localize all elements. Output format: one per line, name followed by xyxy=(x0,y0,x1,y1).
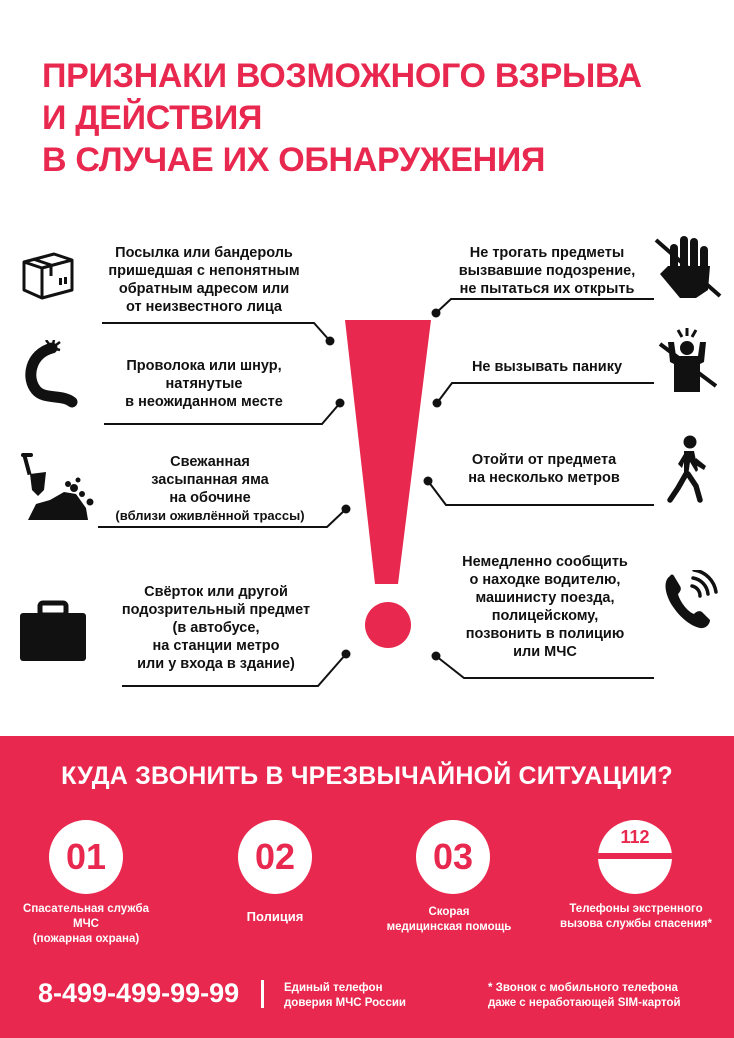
service-label-line: медицинская помощь xyxy=(386,921,512,933)
service-number-112-label: 112 xyxy=(620,827,650,847)
service-label-line: Полиция xyxy=(246,909,304,924)
connector-dot-1 xyxy=(326,337,335,346)
parcel-box-icon xyxy=(20,246,76,307)
briefcase-icon xyxy=(18,600,88,669)
action-no-touch xyxy=(444,244,650,298)
footnote xyxy=(488,981,681,1011)
service-label-line: Телефоны экстренного xyxy=(569,903,703,915)
service-number-01: 01 xyxy=(49,820,123,894)
footnote-line: * Звонок с мобильного телефона xyxy=(488,982,678,994)
sign-package-line: подозрительный предмет xyxy=(121,602,311,618)
sign-parcel-line: пришедшая с непонятным xyxy=(108,263,300,279)
service-label-line: (пожарная охрана) xyxy=(32,933,140,945)
connector-dot-3 xyxy=(342,505,351,514)
sign-package-line: Свёрток или другой xyxy=(144,584,288,600)
service-label-112 xyxy=(546,902,726,932)
hotline-label-line: доверия МЧС России xyxy=(284,997,406,1009)
exclamation-dot xyxy=(365,602,411,648)
action-no-touch-line: вызвавшие подозрение, xyxy=(458,263,636,279)
connector-line-6 xyxy=(437,383,654,403)
action-no-touch-line: не пытаться их открыть xyxy=(459,281,635,297)
wire-cable-icon xyxy=(22,340,80,413)
action-no-panic xyxy=(444,358,650,376)
action-no-touch-line: Не трогать предметы xyxy=(469,245,625,261)
action-no-panic-line: Не вызывать панику xyxy=(471,359,623,375)
connector-dot-7 xyxy=(424,477,433,486)
service-label-line: Спасательная служба xyxy=(23,903,149,915)
title-line-1: ПРИЗНАКИ ВОЗМОЖНОГО ВЗРЫВА xyxy=(42,57,642,95)
connector-dot-2 xyxy=(336,399,345,408)
action-report-line: о находке водителю, xyxy=(469,572,621,588)
sign-pit-line: (вблизи оживлённой трассы) xyxy=(115,508,305,523)
service-number-03: 03 xyxy=(416,820,490,894)
sign-pit-line: Свежанная xyxy=(170,454,250,470)
action-move-away-line: Отойти от предмета xyxy=(471,452,617,468)
sign-parcel-line: обратным адресом или xyxy=(118,281,290,297)
phone-call-icon xyxy=(662,570,718,635)
action-report-line: Немедленно сообщить xyxy=(462,554,628,570)
sign-pit-line: засыпанная яма xyxy=(151,472,269,488)
action-report xyxy=(444,553,646,661)
divider xyxy=(261,980,264,1008)
sign-pit xyxy=(104,453,316,525)
hotline-label-line: Единый телефон xyxy=(284,982,383,994)
service-label-line: Скорая xyxy=(428,906,470,918)
action-report-line: полицейскому, xyxy=(491,608,599,624)
sign-wire-line: Проволока или шнур, xyxy=(126,358,282,374)
sign-parcel-line: Посылка или бандероль xyxy=(115,245,293,261)
action-report-line: или МЧС xyxy=(513,644,577,660)
sign-wire-line: в неожиданном месте xyxy=(125,394,283,410)
title-line-2: И ДЕЙСТВИЯ xyxy=(42,99,263,137)
sign-wire-line: натянутые xyxy=(165,376,243,392)
service-label-03 xyxy=(379,905,519,935)
hotline-label xyxy=(284,981,406,1011)
service-number-112-stripe xyxy=(598,853,672,859)
title-line-3: В СЛУЧАЕ ИХ ОБНАРУЖЕНИЯ xyxy=(42,141,546,179)
service-number-112 xyxy=(598,820,672,894)
sign-package-line: или у входа в здание) xyxy=(137,656,295,672)
no-panic-icon xyxy=(654,328,720,401)
sign-package-line: на станции метро xyxy=(152,638,280,654)
service-label-02 xyxy=(205,909,345,924)
service-number-02: 02 xyxy=(238,820,312,894)
connector-line-5 xyxy=(436,299,654,313)
sign-parcel-line: от неизвестного лица xyxy=(126,299,282,315)
service-label-line: вызова службы спасения* xyxy=(560,918,712,930)
walking-person-icon xyxy=(666,434,710,509)
sign-package xyxy=(112,583,320,673)
exclamation-bar xyxy=(345,320,431,584)
sign-wire xyxy=(104,357,304,411)
connector-dot-6 xyxy=(433,399,442,408)
service-label-01 xyxy=(16,902,156,947)
sign-parcel xyxy=(104,244,304,316)
action-move-away-line: на несколько метров xyxy=(468,470,620,486)
action-report-line: машинисту поезда, xyxy=(475,590,615,606)
connector-line-1 xyxy=(102,323,330,341)
emergency-heading: КУДА ЗВОНИТЬ В ЧРЕЗВЫЧАЙНОЙ СИТУАЦИИ? xyxy=(61,762,673,790)
sign-package-line: (в автобусе, xyxy=(172,620,260,636)
service-label-line: МЧС xyxy=(73,918,99,930)
action-move-away xyxy=(444,451,644,487)
connector-dot-8 xyxy=(432,652,441,661)
action-report-line: позвонить в полицию xyxy=(465,626,625,642)
hotline-number: 8-499-499-99-99 xyxy=(38,978,240,1008)
sign-pit-line: на обочине xyxy=(169,490,251,506)
connector-dot-4 xyxy=(342,650,351,659)
shovel-dirt-icon xyxy=(16,450,98,527)
footnote-line: даже с неработающей SIM-картой xyxy=(488,997,681,1009)
no-touch-hand-icon xyxy=(652,230,724,307)
connector-dot-5 xyxy=(432,309,441,318)
